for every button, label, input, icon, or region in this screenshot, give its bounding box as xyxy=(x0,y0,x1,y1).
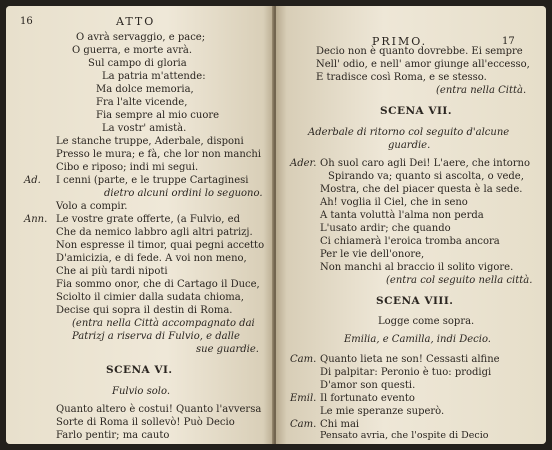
speaker-label: Ad. xyxy=(24,175,41,186)
page-number: 17 xyxy=(502,36,515,47)
dialogue-line: Quanto lieta ne son! Cessasti alfine xyxy=(320,354,500,365)
dialogue-line: I cenni (parte, e le truppe Cartaginesi xyxy=(56,175,249,186)
dialogue-line: Ci chiamerà l'eroica tromba ancora xyxy=(320,236,500,247)
dialogue-line: Le mie speranze superò. xyxy=(320,406,445,417)
speaker-label: Ader. xyxy=(290,158,317,169)
verse-line: Fra l'alte vicende, xyxy=(96,97,188,108)
verse-line: Ma dolce memoria, xyxy=(96,84,194,95)
running-head: PRIMO. xyxy=(372,35,428,48)
dialogue-line: Per le vie dell'onore, xyxy=(320,249,425,260)
dialogue-line: Che ai più tardi nipoti xyxy=(56,266,168,277)
dialogue-line: Sorte di Roma il sollevò! Può Decio xyxy=(56,417,235,428)
left-page xyxy=(6,6,274,444)
dialogue-line: Farlo pentir; ma cauto xyxy=(56,430,170,441)
dialogue-line: L'usato ardir; che quando xyxy=(320,223,451,234)
dialogue-line: Le vostre grate offerte, (a Fulvio, ed xyxy=(56,214,240,225)
dialogue-line: Il fortunato evento xyxy=(320,393,415,404)
dialogue-line: Di palpitar: Peronio è tuo: prodigi xyxy=(320,367,492,378)
right-page xyxy=(276,6,546,444)
scene-title: SCENA VIII. xyxy=(376,295,454,307)
dialogue-line: Non manchi al braccio il solito vigore. xyxy=(320,262,514,273)
dialogue-line: Quanto altero è costui! Quanto l'avversa xyxy=(56,404,262,415)
stage-direction: (entra nella Città. xyxy=(436,85,527,96)
stage-direction: (entra col seguito nella città. xyxy=(386,275,533,286)
scene-characters: Fulvio solo. xyxy=(112,386,170,397)
dialogue-line: Pensato avria, che l'ospite di Decio xyxy=(320,430,489,441)
speaker-label: Cam. xyxy=(290,354,317,365)
verse-line: Sul campo di gloria xyxy=(88,58,187,69)
verse-line: Cibo e riposo; indi mi segui. xyxy=(56,162,199,173)
dialogue-line: Nell' odio, e nell' amor giunge all'eccesso, xyxy=(316,59,530,70)
scene-characters: Aderbale di ritorno col seguito d'alcune xyxy=(308,127,510,138)
dialogue-line: Mostra, che del piacer questa è la sede. xyxy=(320,184,523,195)
dialogue-line: Oh suol caro agli Dei! L'aere, che intorno xyxy=(320,158,530,169)
running-head: ATTO xyxy=(116,15,156,28)
dialogue-line: Ah! voglia il Ciel, che in seno xyxy=(320,197,468,208)
dialogue-line: D'amor son questi. xyxy=(320,380,416,391)
verse-line: La patria m'attende: xyxy=(102,71,206,82)
verse-line: Le stanche truppe, Aderbale, disponi xyxy=(56,136,244,147)
dialogue-line: Spirando va; quanto si ascolta, o vede, xyxy=(328,171,524,182)
dialogue-line: D'amicizia, e di fede. A voi non meno, xyxy=(56,253,247,264)
verse-line: O avrà servaggio, e pace; xyxy=(76,32,206,43)
dialogue-line: Volo a compir. xyxy=(56,201,128,212)
dialogue-line: Fia sommo onor, che di Cartago il Duce, xyxy=(56,279,260,290)
scene-setting: Logge come sopra. xyxy=(378,316,475,327)
dialogue-line: Che da nemico labbro agli altri patrizj. xyxy=(56,227,253,238)
stage-direction: dietro alcuni ordini lo seguono. xyxy=(104,188,263,199)
stage-direction: Patrizj a riserva di Fulvio, e dalle xyxy=(72,331,240,342)
scene-title: SCENA VI. xyxy=(106,364,173,376)
open-book xyxy=(6,6,546,444)
dialogue-line: Sciolto il cimier dalla sudata chioma, xyxy=(56,292,244,303)
stage-direction: (entra nella Città accompagnato dai xyxy=(72,318,255,329)
verse-line: La vostr' amistà. xyxy=(102,123,187,134)
speaker-label: Emil. xyxy=(290,393,317,404)
speaker-label: Cam. xyxy=(290,419,317,430)
speaker-label: Ann. xyxy=(24,214,48,225)
scene-characters: guardie. xyxy=(388,140,431,151)
scene-title: SCENA VII. xyxy=(380,105,452,117)
scene-characters: Emilia, e Camilla, indi Decio. xyxy=(344,334,491,345)
dialogue-line: Decise qui sopra il destin di Roma. xyxy=(56,305,233,316)
stage-direction: sue guardie. xyxy=(196,344,259,355)
verse-line: Presso le mura; e fà, che lor non manchi xyxy=(56,149,262,160)
dialogue-line: E tradisce così Roma, e se stesso. xyxy=(316,72,487,83)
verse-line: O guerra, e morte avrà. xyxy=(72,45,193,56)
dialogue-line: Decio non è quanto dovrebbe. Ei sempre xyxy=(316,46,523,57)
dialogue-line: Chi mai xyxy=(320,419,360,430)
dialogue-line: A tanta voluttà l'alma non perda xyxy=(320,210,484,221)
dialogue-line: Non espresse il timor, quai pegni accetto xyxy=(56,240,265,251)
verse-line: Fia sempre al mio cuore xyxy=(96,110,220,121)
page-number: 16 xyxy=(20,16,33,27)
